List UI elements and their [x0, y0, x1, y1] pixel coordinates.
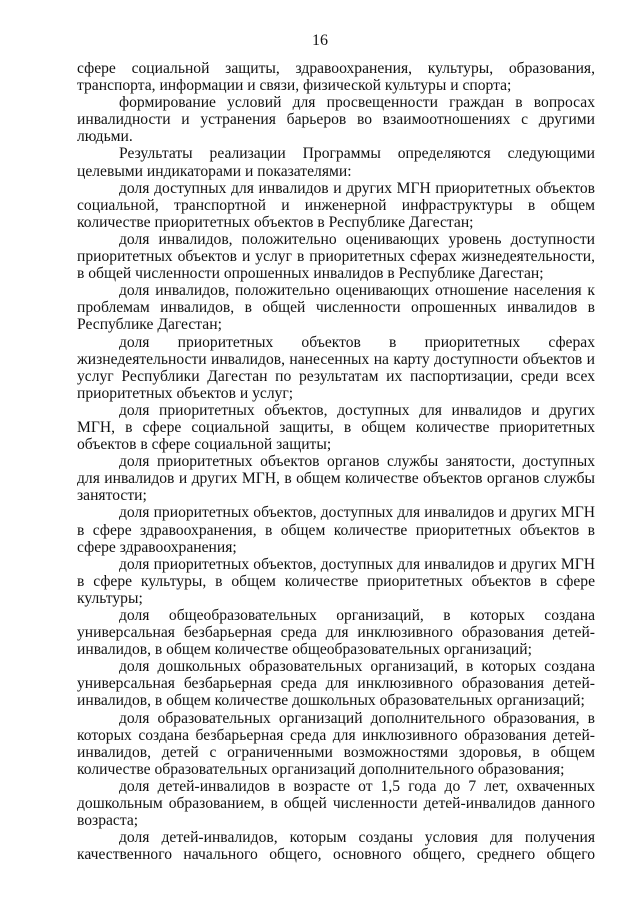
paragraph: доля образовательных организаций дополнительного образования, в которых создана безбарьерная среда для инклюзивного образования детей-инвалидов, детей с ограниченными возможностями здоровья, в общем количестве образовательных организаций дополнительного образования;: [77, 709, 595, 778]
page-number: 16: [312, 32, 328, 49]
paragraph: доля общеобразовательных организаций, в которых создана универсальная безбарьерная среда для инклюзивного образования детей-инвалидов, в общем количестве общеобразовательных организаций;: [77, 607, 595, 659]
paragraph: доля детей-инвалидов в возрасте от 1,5 года до 7 лет, охваченных дошкольным образованием, в общей численности детей-инвалидов данного возраста;: [77, 777, 595, 830]
paragraph: доля приоритетных объектов органов службы занятости, доступных для инвалидов и других МГН, в общем количестве объектов органов службы занятости;: [77, 453, 595, 505]
paragraph: доля инвалидов, положительно оценивающих отношение населения к проблемам инвалидов, в общей численности опрошенных инвалидов в Республике Дагестан;: [77, 282, 595, 334]
paragraph: Результаты реализации Программы определяются следующими целевыми индикаторами и показателями:: [77, 145, 595, 180]
paragraph: доля дошкольных образовательных организаций, в которых создана универсальная безбарьерная среда для инклюзивного образования детей-инвалидов, в общем количестве дошкольных образовательных организаций;: [77, 658, 595, 710]
paragraph: доля доступных для инвалидов и других МГН приоритетных объектов социальной, транспортной и инженерной инфраструктуры в общем количестве приоритетных объектов в Республике Дагестан;: [77, 179, 595, 231]
paragraph: доля инвалидов, положительно оценивающих уровень доступности приоритетных объектов и услуг в приоритетных сферах жизнедеятельности, в общей численности опрошенных инвалидов в Республике Дагестан;: [77, 230, 595, 283]
paragraph: формирование условий для просвещенности граждан в вопросах инвалидности и устранения барьеров во взаимоотношениях с другими людьми.: [77, 94, 595, 146]
document-body: [77, 60, 595, 863]
paragraph: доля приоритетных объектов в приоритетных сферах жизнедеятельности инвалидов, нанесенных на карту доступности объектов и услуг Республики Дагестан по результатам их паспортизации, среди всех приоритетных объектов и услуг;: [77, 333, 595, 402]
paragraph: доля детей-инвалидов, которым созданы условия для получения качественного начального общего, основного общего, среднего общего: [77, 829, 595, 864]
paragraph: сфере социальной защиты, здравоохранения, культуры, образования, транспорта, информации и связи, физической культуры и спорта;: [77, 60, 595, 95]
paragraph: доля приоритетных объектов, доступных для инвалидов и других МГН в сфере здравоохранения, в общем количестве приоритетных объектов в сфере здравоохранения;: [77, 504, 595, 556]
paragraph: доля приоритетных объектов, доступных для инвалидов и других МГН в сфере культуры, в общем количестве приоритетных объектов в сфере культуры;: [77, 555, 595, 607]
paragraph: доля приоритетных объектов, доступных для инвалидов и других МГН, в сфере социальной защиты, в общем количестве приоритетных объектов в сфере социальной защиты;: [77, 401, 595, 454]
